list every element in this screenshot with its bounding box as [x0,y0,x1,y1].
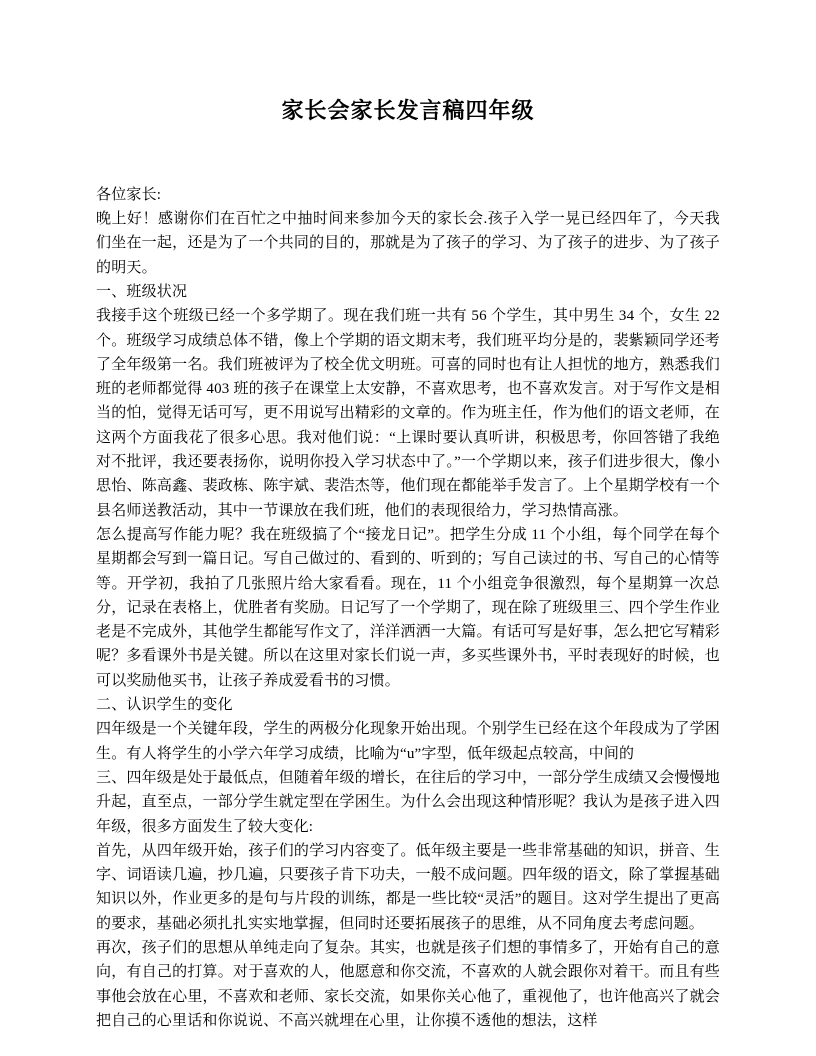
paragraph: 晚上好！感谢你们在百忙之中抽时间来参加今天的家长会.孩子入学一晃已经四年了，今天我们坐在一起，还是为了一个共同的目的，那就是为了孩子的学习、为了孩子的进步、为了孩子的明天。 [96,211,720,276]
paragraph: 首先，从四年级开始，孩子们的学习内容变了。低年级主要是一些非常基础的知识，拼音、生字、词语读几遍，抄几遍，只要孩子肯下功夫，一般不成问题。四年级的语文，除了掌握基础知识以外，作业更多的是句与片段的训练，都是一些比较“灵活”的题目。这对学生提出了更高的要求，基础必须扎扎实实地掌握，但同时还要拓展孩子的思维，从不同角度去考虑问题。 [96,842,720,932]
paragraph: 三、四年级是处于最低点，但随着年级的增长，在往后的学习中，一部分学生成绩又会慢慢地升起，直至点，一部分学生就定型在学困生。为什么会出现这种情形呢？我认为是孩子进入四年级，很多方面发生了较大变化: [96,769,720,835]
document-body [96,183,720,1033]
paragraph: 怎么提高写作能力呢？我在班级搞了个“接龙日记”。把学生分成 11 个小组，每个同学在每个星期都会写到一篇日记。写自己做过的、看到的、听到的；写自己读过的书、写自己的心情等等。开学初，我拍了几张照片给大家看看。现在，11 个小组竞争很激烈，每个星期算一次总分，记录在表格上，优胜者有奖励。日记写了一个学期了，现在除了班级里三、四个学生作业老是不完成外，其他学生都能写作文了，洋洋洒洒一大篇。有话可写是好事，怎么把它写精彩呢？多看课外书是关键。所以在这里对家长们说一声，多买些课外书，平时表现好的时候，也可以奖励他买书，让孩子养成爱看书的习惯。 [96,526,720,689]
paragraph: 我接手这个班级已经一个多学期了。现在我们班一共有 56 个学生，其中男生 34 个，女生 22 个。班级学习成绩总体不错，像上个学期的语文期末考，我们班平均分是的，裴紫颖同学还考了全年级第一名。我们班被评为了校全优文明班。可喜的同时也有让人担忧的地方，熟悉我们班的老师都觉得 403 班的孩子在课堂上太安静，不喜欢思考，也不喜欢发言。对于写作文是相当的怕，觉得无话可写，更不用说写出精彩的文章的。作为班主任，作为他们的语文老师，在这两个方面我花了很多心思。我对他们说：“上课时要认真听讲，积极思考，你回答错了我绝对不批评，我还要表扬你，说明你投入学习状态中了。”一个学期以来，孩子们进步很大，像小思怡、陈高鑫、裴政栋、陈宇斌、裴浩杰等，他们现在都能举手发言了。上个星期学校有一个县名师送教活动，其中一节课放在我们班，他们的表现很给力，学习热情高涨。 [96,308,720,519]
page-title: 家长会家长发言稿四年级 [281,98,535,123]
paragraph: 二、认识学生的变化 [96,697,233,714]
paragraph: 四年级是一个关键年段，学生的两极分化现象开始出现。个别学生已经在这个年段成为了学困生。有人将学生的小学六年学习成绩，比喻为“u”字型，低年级起点较高，中间的 [96,721,720,762]
paragraph: 再次，孩子们的思想从单纯走向了复杂。其实，也就是孩子们想的事情多了，开始有自己的意向，有自己的打算。对于喜欢的人，他愿意和你交流，不喜欢的人就会跟你对着干。而且有些事他会放在心里，不喜欢和老师、家长交流，如果你关心他了，重视他了，也许他高兴了就会把自己的心里话和你说说、不高兴就埋在心里，让你摸不透他的想法，这样 [96,940,720,1029]
paragraph: 各位家长: [96,186,162,203]
paragraph: 一、班级状况 [96,283,188,300]
